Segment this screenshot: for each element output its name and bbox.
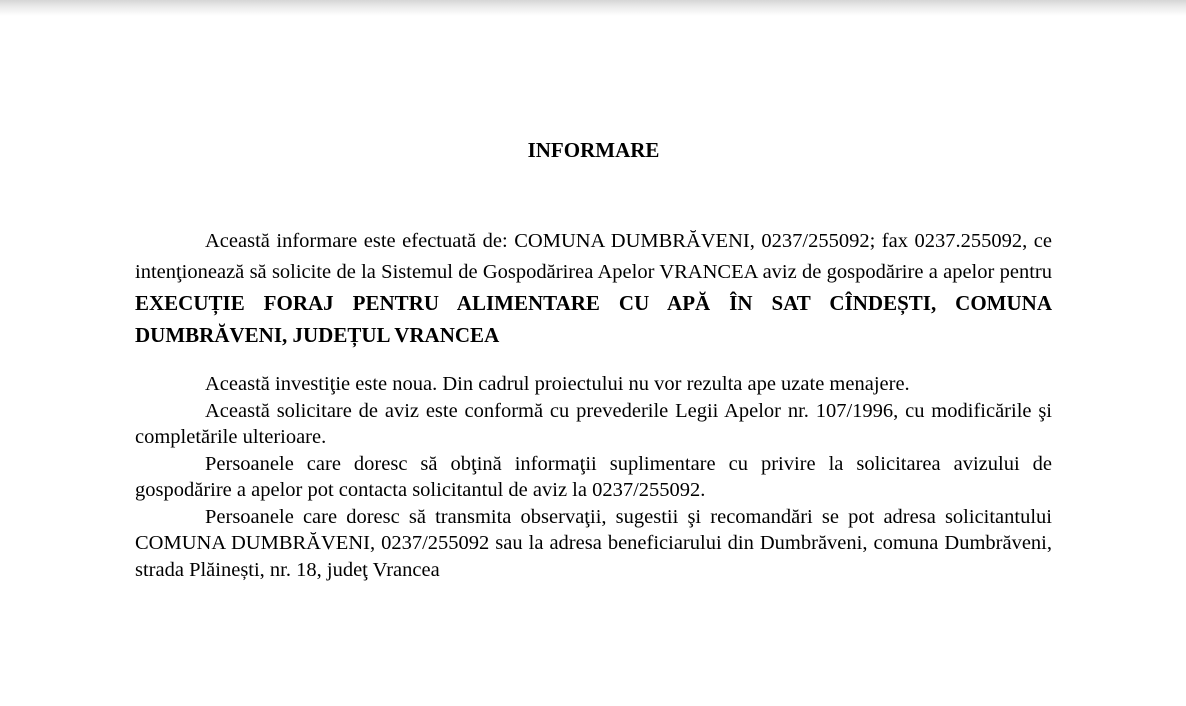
paragraph-investment: Această investiţie este noua. Din cadrul proiectului nu vor rezulta ape uzate menajere. (205, 373, 910, 395)
top-shadow (0, 0, 1186, 16)
project-name: EXECUȚIE FORAJ PENTRU ALIMENTARE CU APĂ ÎN SAT CÎNDEȘTI, COMUNA DUMBRĂVENI, JUDEȚUL VRANCEA (135, 291, 1052, 347)
paragraph-observations: Persoanele care doresc să transmita observaţii, sugestii şi recomandări se pot adresa solicitantului COMUNA DUMBRĂVENI, 0237/255092 sau la adresa beneficiarului din Dumbrăveni, comuna Dumbrăveni, strada Plăinești, nr. 18, judeţ Vrancea (135, 505, 1052, 581)
document-title: INFORMARE (527, 138, 660, 162)
paragraph-group (135, 371, 1052, 583)
paragraph-intro (135, 226, 1052, 352)
paragraph-legal: Această solicitare de aviz este conformă cu prevederile Legii Apelor nr. 107/1996, cu modificările şi completările ulterioare. (135, 399, 1052, 448)
paragraph-contact: Persoanele care doresc să obţină informaţii suplimentare cu privire la solicitarea avizului de gospodărire a apelor pot contacta solicitantul de aviz la 0237/255092. (135, 452, 1052, 501)
paragraph-intro-text: Această informare este efectuată de: COMUNA DUMBRĂVENI, 0237/255092; fax 0237.255092, ce intenţionează să solicite de la Sistemul de Gospodărirea Apelor VRANCEA aviz de gospodărire a apelor pentru (135, 230, 1052, 283)
